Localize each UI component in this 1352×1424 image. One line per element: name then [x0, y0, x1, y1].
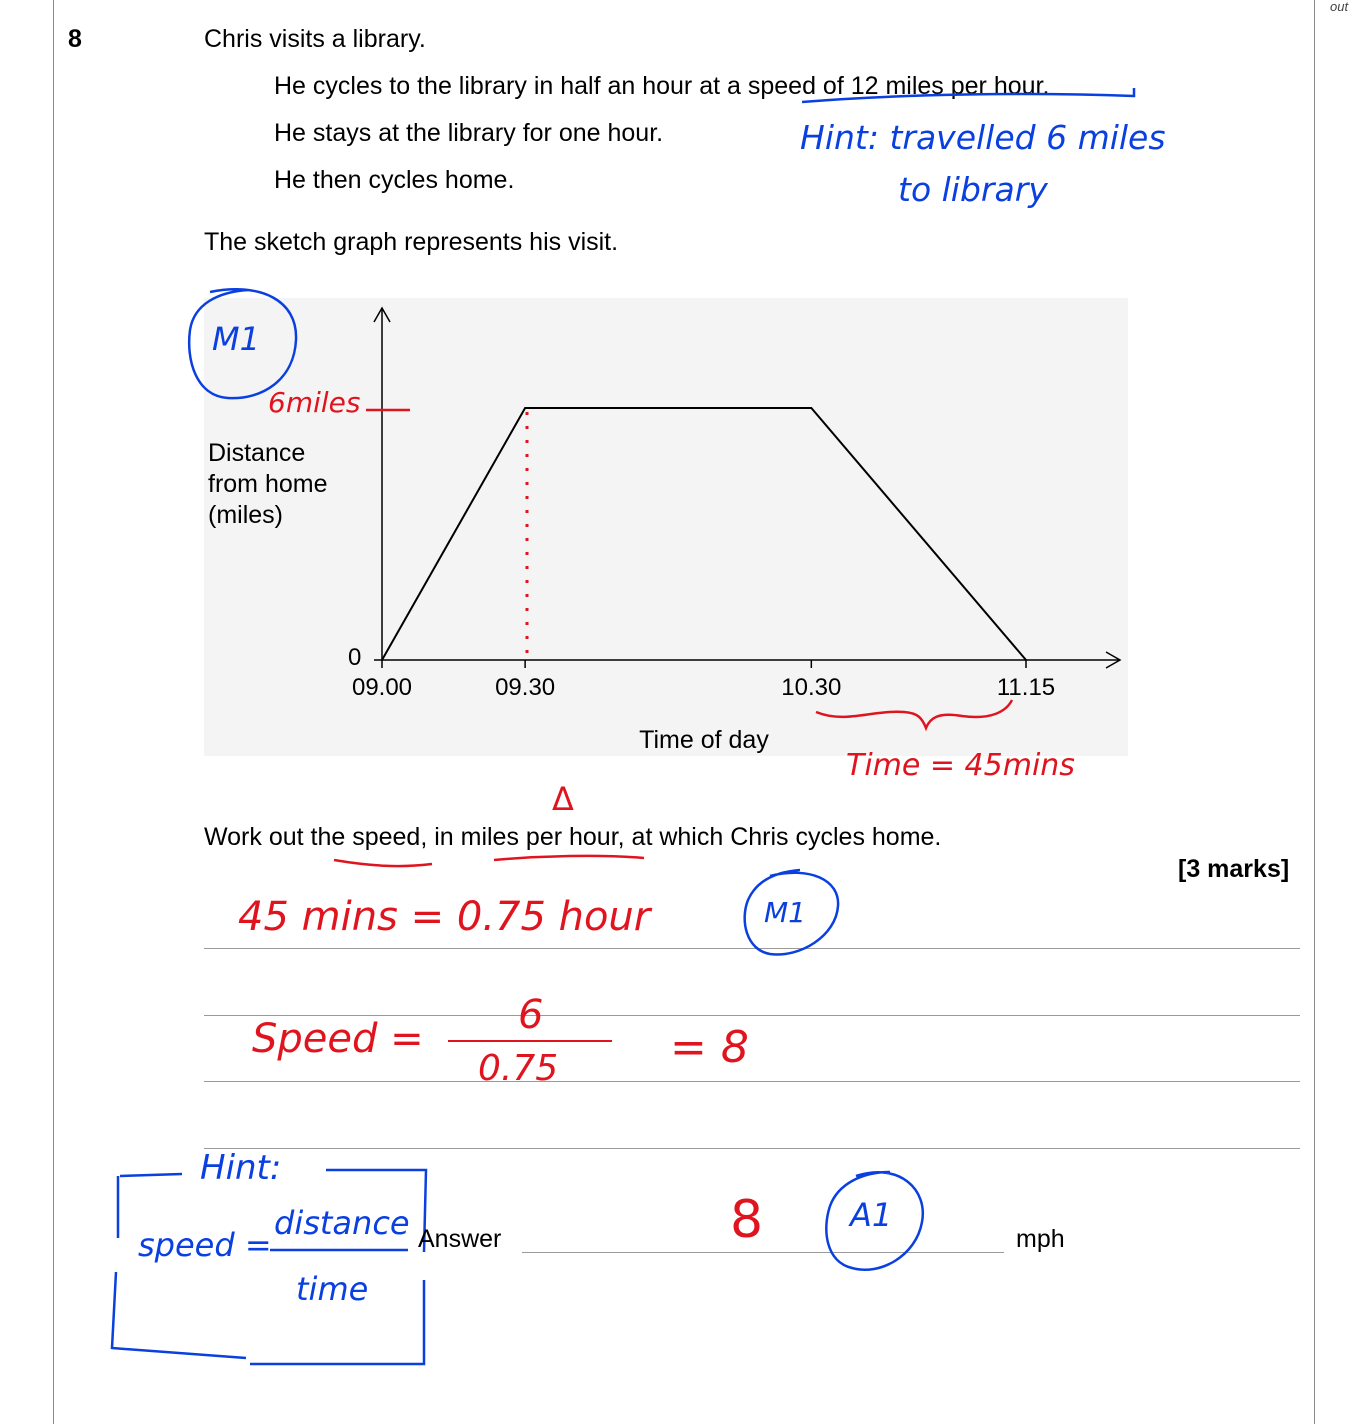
working-step-1: 45 mins = 0.75 hour — [238, 894, 651, 940]
question-number: 8 — [68, 25, 82, 53]
y-axis-label-line-2: from home — [208, 470, 328, 498]
y-axis-label-line-1: Distance — [208, 439, 306, 467]
speed-label: Speed = — [252, 1016, 424, 1062]
hint-box-title: Hint: — [200, 1148, 282, 1188]
x-tick-label-1: 09.30 — [495, 674, 556, 701]
hint-top-line-2: to library — [898, 170, 1048, 209]
y-tick-label-0: 0 — [348, 644, 362, 671]
m1-label-top: M1 — [212, 320, 260, 358]
x-tick-label-3: 11.15 — [996, 674, 1056, 701]
y-axis-label-line-3: (miles) — [208, 501, 283, 529]
x-tick-label-0: 09.00 — [351, 674, 413, 701]
work-m1-label: M1 — [764, 896, 806, 929]
x-tick-label-2: 10.30 — [781, 674, 842, 701]
fraction-numerator: 6 — [518, 992, 544, 1038]
x-axis-label: Time of day — [639, 726, 769, 754]
fraction-denominator: 0.75 — [478, 1048, 559, 1089]
delta-symbol: Δ — [552, 780, 574, 818]
graph-intro: The sketch graph represents his visit. — [204, 228, 619, 256]
answer-value: 8 — [730, 1190, 764, 1250]
marks: [3 marks] — [1178, 855, 1290, 883]
task-text: Work out the speed, in miles per hour, at which Chris cycles home. — [204, 823, 942, 851]
six-miles-label: 6miles — [268, 386, 361, 419]
margin-text: out — [1330, 0, 1349, 14]
question-line-3: He then cycles home. — [274, 166, 515, 194]
answer-label: Answer — [418, 1225, 502, 1253]
question-intro: Chris visits a library. — [204, 25, 426, 53]
a1-label: A1 — [850, 1196, 893, 1234]
hint-box-speed: speed = — [138, 1226, 272, 1264]
hint-box-denominator: time — [296, 1270, 369, 1308]
answer-unit: mph — [1016, 1225, 1065, 1253]
time-note: Time = 45mins — [846, 748, 1075, 783]
question-line-2: He stays at the library for one hour. — [274, 119, 664, 147]
hint-box-numerator: distance — [274, 1204, 410, 1242]
speed-result: = 8 — [670, 1022, 749, 1073]
question-line-1: He cycles to the library in half an hour at a speed of 12 miles per hour. — [274, 72, 1050, 100]
hint-top-line-1: Hint: travelled 6 miles — [800, 118, 1166, 157]
